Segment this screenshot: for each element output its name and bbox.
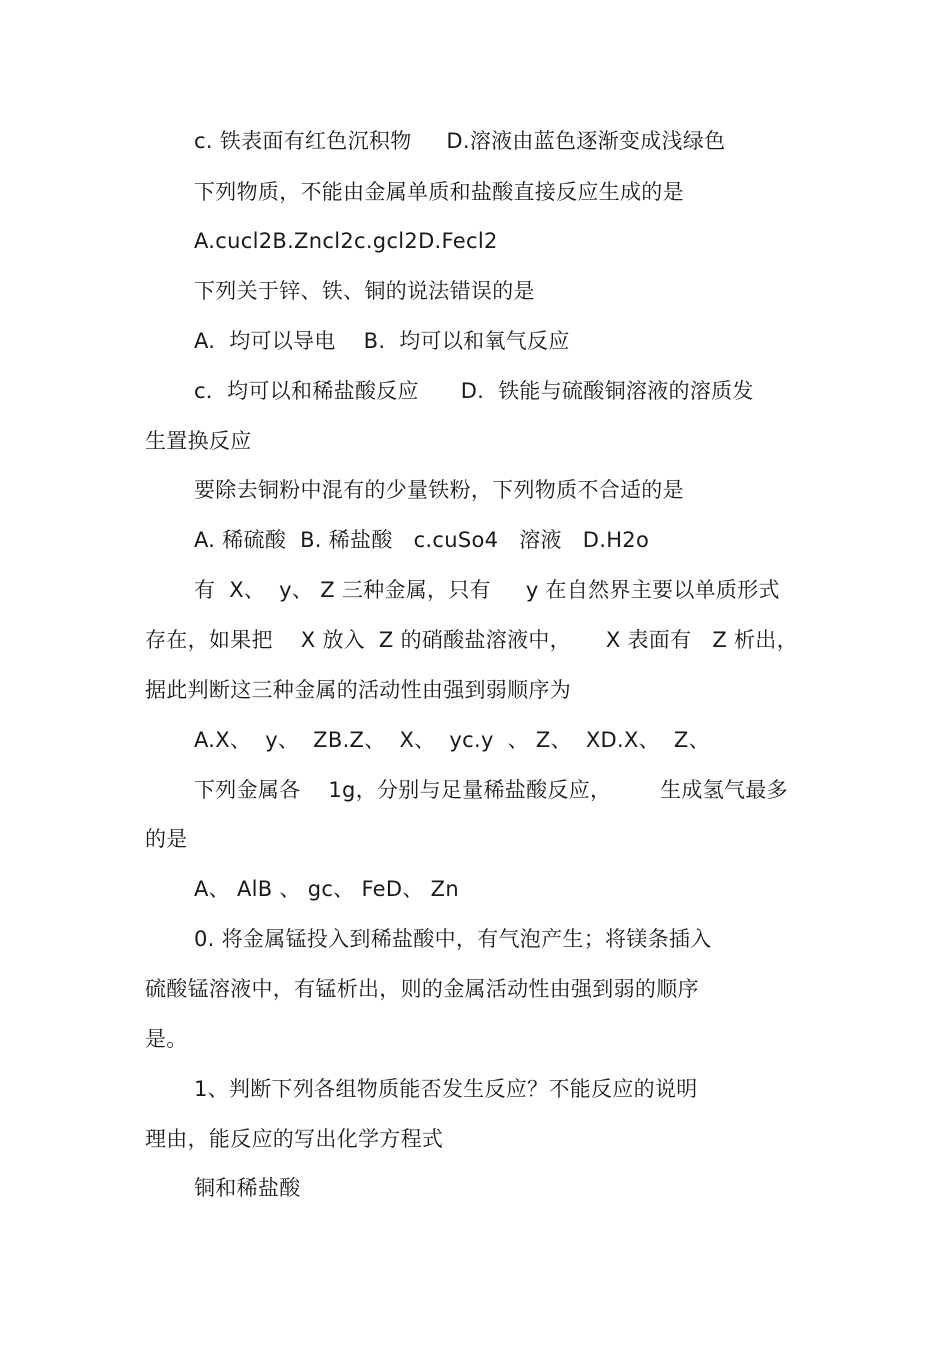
text-line: 的是: [145, 827, 188, 851]
text-line: 要除去铜粉中混有的少量铁粉，下列物质不合适的是: [194, 478, 684, 502]
text-line: c．均可以和稀盐酸反应 D. 铁能与硫酸铜溶液的溶质发: [194, 379, 754, 403]
text-line: 有 X、 y、 Z 三种金属，只有 y 在自然界主要以单质形式: [194, 578, 780, 602]
text-line: 1、判断下列各组物质能否发生反应？不能反应的说明: [194, 1077, 698, 1101]
text-line: 下列金属各 1g，分别与足量稀盐酸反应， 生成氢气最多: [194, 778, 788, 802]
text-line: A.X、 y、 ZB.Z、 X、 yc.y 、 Z、 XD.X、 Z、: [194, 728, 710, 752]
text-line: 0. 将金属锰投入到稀盐酸中，有气泡产生；将镁条插入: [194, 927, 712, 951]
text-line: 下列物质，不能由金属单质和盐酸直接反应生成的是: [194, 180, 684, 204]
text-line: 存在，如果把 X 放入 Z 的硝酸盐溶液中， X 表面有 Z 析出，: [145, 628, 798, 652]
text-line: A. 均可以导电 B. 均可以和氧气反应: [194, 329, 570, 353]
text-line: 是。: [145, 1027, 188, 1051]
text-line: A.cucl2B.Zncl2c.gcl2D.Fecl2: [194, 229, 498, 253]
text-line: 生置换反应: [145, 429, 252, 453]
text-line: 理由，能反应的写出化学方程式: [145, 1127, 444, 1151]
text-line: A、 AlB 、 gc、 FeD、 Zn: [194, 877, 459, 901]
text-line: 硫酸锰溶液中，有锰析出，则的金属活动性由强到弱的顺序: [145, 977, 699, 1001]
text-line: A. 稀硫酸 B. 稀盐酸 c.cuSo4 溶液 D.H2o: [194, 528, 650, 552]
text-line: 据此判断这三种金属的活动性由强到弱顺序为: [145, 678, 571, 702]
text-line: 下列关于锌、铁、铜的说法错误的是: [194, 279, 535, 303]
text-line: 铜和稀盐酸: [194, 1176, 301, 1200]
text-line: c. 铁表面有红色沉积物 D.溶液由蓝色逐渐变成浅绿色: [194, 129, 726, 153]
